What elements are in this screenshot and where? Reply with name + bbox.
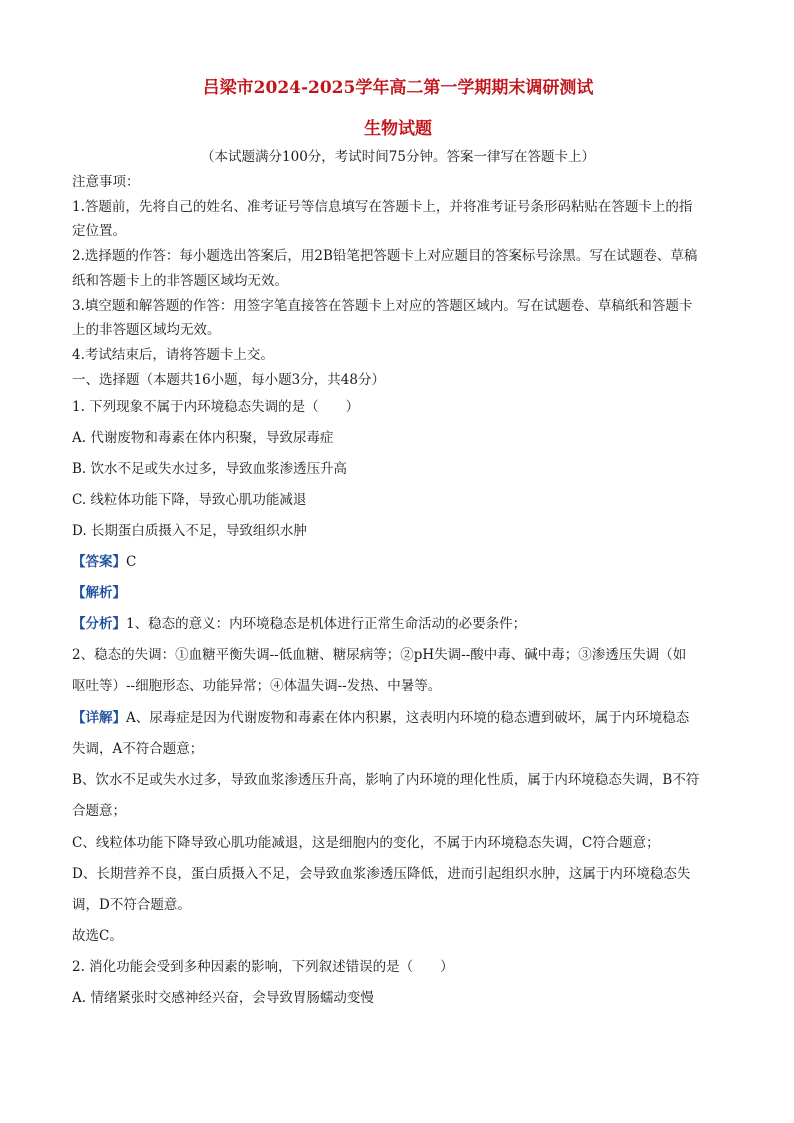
fenxi-line-2: 2、稳态的失调：①血糖平衡失调--低血糖、糖尿病等；②pH失调--酸中毒、碱中毒；③渗透压失调（如 (72, 647, 687, 663)
analysis-tag: 【解析】 (72, 585, 126, 601)
answer-value: C (126, 554, 137, 570)
answer-line (72, 553, 724, 571)
xiangjie-tag: 【详解】 (72, 710, 126, 726)
notice-item-3-cont: 上的非答题区域均无效。 (72, 322, 221, 338)
question-2-option-a: A. 情绪紧张时交感神经兴奋，会导致胃肠蠕动变慢 (72, 990, 374, 1006)
xiangjie-line-b1: B、饮水不足或失水过多，导致血浆渗透压升高，影响了内环境的理化性质，属于内环境稳态失调，B不符 (72, 772, 700, 788)
xiangjie-line-a2: 失调，A不符合题意； (72, 741, 204, 757)
fenxi-tag: 【分析】 (72, 616, 126, 632)
question-1-option-b: B. 饮水不足或失水过多，导致血浆渗透压升高 (72, 461, 348, 477)
xiangjie-line-b2: 合题意； (72, 803, 126, 819)
exam-subtitle: 生物试题 (364, 119, 432, 139)
analysis-line (72, 584, 724, 602)
xiangjie-line-c: C、线粒体功能下降导致心肌功能减退，这是细胞内的变化，不属于内环境稳态失调，C符合题意； (72, 835, 660, 851)
xiangjie-a-text: A、尿毒症是因为代谢废物和毒素在体内积累，这表明内环境的稳态遭到破坏，属于内环境稳态 (126, 710, 690, 726)
question-1-option-a: A. 代谢废物和毒素在体内积聚，导致尿毒症 (72, 430, 334, 446)
fenxi-text-1: 1、稳态的意义：内环境稳态是机体进行正常生命活动的必要条件； (126, 616, 527, 632)
fenxi-line-3: 呕吐等）--细胞形态、功能异常；④体温失调--发热、中暑等。 (72, 678, 442, 694)
xiangjie-line-a1 (72, 709, 724, 727)
notice-heading: 注意事项： (72, 174, 140, 190)
notice-item-2: 2.选择题的作答：每小题选出答案后，用2B铅笔把答题卡上对应题目的答案标号涂黑。写在试题卷、草稿 (72, 248, 698, 264)
notice-item-1-cont: 定位置。 (72, 223, 126, 239)
exam-title: 吕梁市2024-2025学年高二第一学期期末调研测试 (202, 78, 594, 98)
xiangjie-line-d1: D、长期营养不良，蛋白质摄入不足，会导致血浆渗透压降低，进而引起组织水肿，这属于内环境稳态失 (72, 866, 691, 882)
question-1-stem: 1. 下列现象不属于内环境稳态失调的是（ ） (72, 399, 360, 415)
exam-info: （本试题满分100分，考试时间75分钟。答案一律写在答题卡上） (201, 149, 595, 165)
section-heading: 一、选择题（本题共16小题，每小题3分，共48分） (72, 372, 385, 388)
question-1-option-c: C. 线粒体功能下降，导致心肌功能减退 (72, 492, 307, 508)
notice-item-1: 1.答题前，先将自己的姓名、准考证号等信息填写在答题卡上，并将准考证号条形码粘贴在答题卡上的指 (72, 199, 693, 215)
question-1-option-d: D. 长期蛋白质摄入不足，导致组织水肿 (72, 523, 307, 539)
notice-item-3: 3.填空题和解答题的作答：用签字笔直接答在答题卡上对应的答题区域内。写在试题卷、草稿纸和答题卡 (72, 298, 693, 314)
answer-tag: 【答案】 (72, 554, 126, 570)
conclusion-line: 故选C。 (72, 928, 123, 944)
notice-item-2-cont: 纸和答题卡上的非答题区域均无效。 (72, 273, 288, 289)
notice-item-4: 4.考试结束后，请将答题卡上交。 (72, 347, 274, 363)
fenxi-line-1 (72, 615, 724, 633)
question-2-stem: 2. 消化功能会受到多种因素的影响，下列叙述错误的是（ ） (72, 959, 454, 975)
xiangjie-line-d2: 调，D不符合题意。 (72, 897, 191, 913)
